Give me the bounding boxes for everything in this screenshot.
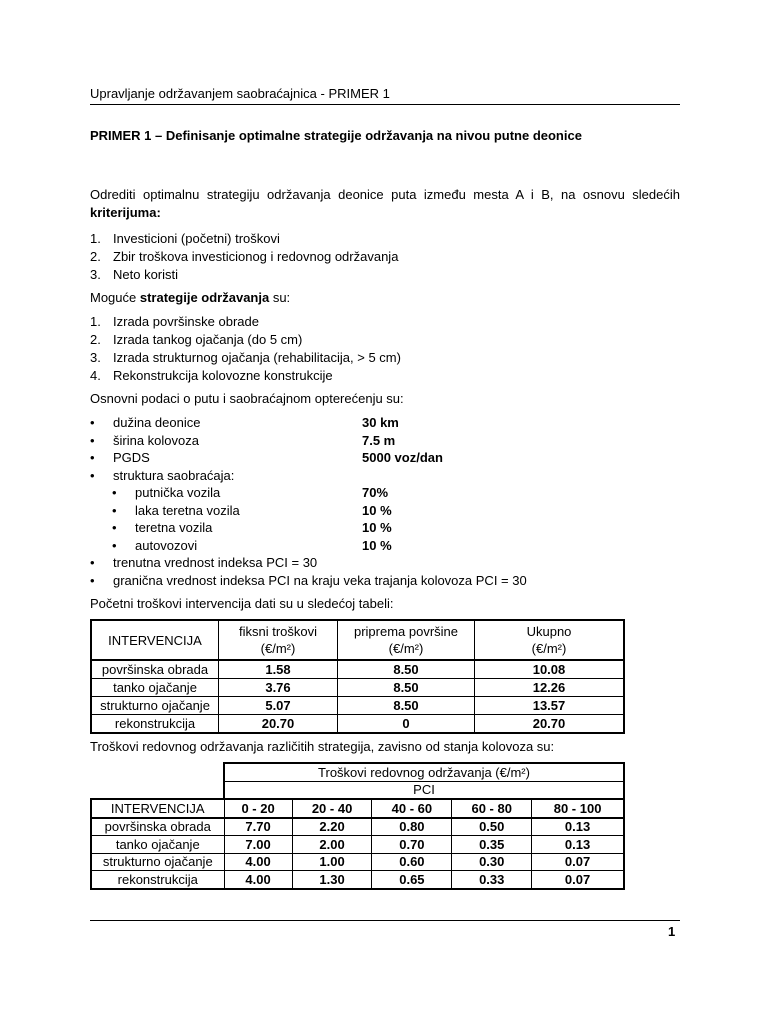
table-cell: strukturno ojačanje xyxy=(91,853,224,871)
table-cell: 8.50 xyxy=(338,660,475,679)
table-cell: 10.08 xyxy=(475,660,625,679)
data-value: 10 % xyxy=(362,520,392,535)
list-number: 2. xyxy=(90,249,101,264)
list-item xyxy=(90,367,680,385)
table-cell: tanko ojačanje xyxy=(91,679,219,697)
table-cell: 0.50 xyxy=(452,818,532,836)
table-cell: 7.00 xyxy=(224,836,292,854)
table-cell: 0.07 xyxy=(532,853,624,871)
table-cell: 0.35 xyxy=(452,836,532,854)
table-cell: 0.13 xyxy=(532,818,624,836)
basic-data-list xyxy=(90,414,680,589)
table-cell: 2.00 xyxy=(292,836,372,854)
list-item xyxy=(90,554,680,572)
data-label: teretna vozila xyxy=(135,520,213,535)
data-label: putnička vozila xyxy=(135,485,221,500)
header-cell xyxy=(338,620,475,660)
intro-paragraph xyxy=(90,186,680,222)
data-label: trenutna vrednost indeksa PCI = 30 xyxy=(113,555,318,570)
strategies-intro-pre: Moguće xyxy=(90,290,140,305)
header-unit: (€/m²) xyxy=(260,641,296,656)
data-value: 10 % xyxy=(362,537,392,553)
data-label: laka teretna vozila xyxy=(135,502,240,518)
data-value: 5000 voz/dan xyxy=(362,450,443,465)
table-cell: 0 xyxy=(338,715,475,734)
header-text: fiksni troškovi xyxy=(238,624,318,639)
bullet-icon: • xyxy=(90,555,95,570)
list-item xyxy=(90,248,680,266)
list-number: 3. xyxy=(90,267,101,282)
header-cell: 20 - 40 xyxy=(292,799,372,818)
table-cell: 8.50 xyxy=(338,679,475,697)
header-cell: 0 - 20 xyxy=(224,799,292,818)
bullet-icon: • xyxy=(90,432,95,448)
footer-rule xyxy=(90,920,680,921)
bullet-icon: • xyxy=(90,467,95,483)
data-value: 7.5 m xyxy=(362,432,396,448)
criteria-list xyxy=(90,230,680,284)
bullet-icon: • xyxy=(90,450,95,465)
header-text: priprema površine xyxy=(353,624,459,639)
table-cell: 5.07 xyxy=(219,697,338,715)
list-text: Izrada strukturnog ojačanja (rehabilitacija, > 5 cm) xyxy=(113,350,401,365)
page-number: 1 xyxy=(668,924,676,939)
bullet-icon: • xyxy=(90,572,95,588)
strategies-intro xyxy=(90,289,680,307)
header-cell: 60 - 80 xyxy=(452,799,532,818)
table-cell: 4.00 xyxy=(224,871,292,889)
data-label: dužina deonice xyxy=(113,415,201,430)
table-cell: 0.70 xyxy=(372,836,452,854)
strategies-list xyxy=(90,313,680,385)
table-group-header-row xyxy=(91,763,624,781)
table-header-row xyxy=(91,620,624,660)
list-text: Zbir troškova investicionog i redovnog održavanja xyxy=(113,249,399,264)
data-label: struktura saobraćaja: xyxy=(113,467,235,483)
header-cell: INTERVENCIJA xyxy=(91,620,219,660)
group-header-cell: Troškovi redovnog održavanja (€/m²) xyxy=(224,763,624,781)
data-value: 10 % xyxy=(362,502,392,518)
table-cell: 13.57 xyxy=(475,697,625,715)
list-text: Investicioni (početni) troškovi xyxy=(113,231,280,246)
data-label: granična vrednost indeksa PCI na kraju veka trajanja kolovoza PCI = 30 xyxy=(113,572,527,588)
table-cell: 0.80 xyxy=(372,818,452,836)
list-number: 3. xyxy=(90,350,101,365)
intro-text: Odrediti optimalnu strategiju održavanja deonice puta između mesta A i B, na osnovu sledećih xyxy=(90,187,680,202)
list-item xyxy=(90,502,680,520)
list-item xyxy=(90,449,680,467)
initial-costs-table xyxy=(90,619,625,734)
table2-intro: Troškovi redovnog održavanja različitih strategija, zavisno od stanja kolovoza su: xyxy=(90,739,555,754)
table-cell: 1.00 xyxy=(292,853,372,871)
data-value: 30 km xyxy=(362,415,399,430)
header-text: Ukupno xyxy=(526,624,572,639)
table-row xyxy=(91,836,624,854)
data-label: autovozovi xyxy=(135,537,198,553)
table-row xyxy=(91,697,624,715)
bullet-icon: • xyxy=(90,415,95,430)
header-cell: INTERVENCIJA xyxy=(91,799,224,818)
header-cell: 40 - 60 xyxy=(372,799,452,818)
section-heading: PRIMER 1 – Definisanje optimalne strategije održavanja na nivou putne deonice xyxy=(90,128,582,143)
subheader-cell: PCI xyxy=(224,781,624,799)
header-cell xyxy=(475,620,625,660)
running-header: Upravljanje održavanjem saobraćajnica - PRIMER 1 xyxy=(90,86,390,101)
intro-bold-tail: kriterijuma: xyxy=(90,205,161,220)
table-cell: strukturno ojačanje xyxy=(91,697,219,715)
table-cell: 20.70 xyxy=(219,715,338,734)
bullet-icon: • xyxy=(112,502,117,518)
list-item xyxy=(90,519,680,537)
table-cell: 12.26 xyxy=(475,679,625,697)
table-row xyxy=(91,679,624,697)
table-cell: rekonstrukcija xyxy=(91,715,219,734)
header-cell: 80 - 100 xyxy=(532,799,624,818)
empty-cell xyxy=(91,763,224,781)
table-cell: 4.00 xyxy=(224,853,292,871)
list-item xyxy=(90,266,680,284)
list-text: Izrada površinske obrade xyxy=(113,314,259,329)
table-row xyxy=(91,660,624,679)
header-cell xyxy=(219,620,338,660)
table-row xyxy=(91,818,624,836)
table-cell: 0.60 xyxy=(372,853,452,871)
table-cell: 0.33 xyxy=(452,871,532,889)
list-item xyxy=(90,537,680,555)
list-item xyxy=(90,331,680,349)
table-cell: 1.58 xyxy=(219,660,338,679)
header-rule xyxy=(90,104,680,105)
header-unit: (€/m²) xyxy=(388,641,424,656)
table-subheader-row xyxy=(91,781,624,799)
list-number: 2. xyxy=(90,332,101,347)
table-cell: površinska obrada xyxy=(91,660,219,679)
list-item xyxy=(90,572,680,590)
table-row xyxy=(91,853,624,871)
list-text: Neto koristi xyxy=(113,267,179,282)
empty-cell xyxy=(91,781,224,799)
data-label: PGDS xyxy=(113,450,150,465)
list-text: Izrada tankog ojačanja (do 5 cm) xyxy=(113,332,303,347)
bullet-icon: • xyxy=(112,520,117,535)
header-unit: (€/m²) xyxy=(531,641,567,656)
list-text: Rekonstrukcija kolovozne konstrukcije xyxy=(113,368,333,383)
table-cell: rekonstrukcija xyxy=(91,871,224,889)
table-cell: 7.70 xyxy=(224,818,292,836)
list-item xyxy=(90,414,680,432)
list-item xyxy=(90,230,680,248)
table-cell: 8.50 xyxy=(338,697,475,715)
list-item xyxy=(90,484,680,502)
table-row xyxy=(91,715,624,734)
data-label: širina kolovoza xyxy=(113,432,199,448)
table-cell: 20.70 xyxy=(475,715,625,734)
strategies-intro-bold: strategije održavanja xyxy=(139,290,270,305)
table-row xyxy=(91,871,624,889)
table-cell: 0.30 xyxy=(452,853,532,871)
list-item xyxy=(90,349,680,367)
list-number: 1. xyxy=(90,231,101,246)
bullet-icon: • xyxy=(112,537,117,553)
table-cell: 3.76 xyxy=(219,679,338,697)
table-cell: tanko ojačanje xyxy=(91,836,224,854)
table-cell: 0.65 xyxy=(372,871,452,889)
table-header-row xyxy=(91,799,624,818)
maintenance-costs-table xyxy=(90,762,625,890)
table-cell: 0.13 xyxy=(532,836,624,854)
table-cell: površinska obrada xyxy=(91,818,224,836)
list-item xyxy=(90,467,680,485)
strategies-intro-post: su: xyxy=(269,290,291,305)
list-number: 1. xyxy=(90,314,101,329)
list-item xyxy=(90,432,680,450)
table-cell: 2.20 xyxy=(292,818,372,836)
basic-data-intro: Osnovni podaci o putu i saobraćajnom opterećenju su: xyxy=(90,391,404,406)
table1-intro: Početni troškovi intervencija dati su u sledećoj tabeli: xyxy=(90,596,394,611)
bullet-icon: • xyxy=(112,485,117,500)
list-number: 4. xyxy=(90,368,101,383)
data-value: 70% xyxy=(362,485,389,500)
table-cell: 0.07 xyxy=(532,871,624,889)
list-item xyxy=(90,313,680,331)
table-cell: 1.30 xyxy=(292,871,372,889)
